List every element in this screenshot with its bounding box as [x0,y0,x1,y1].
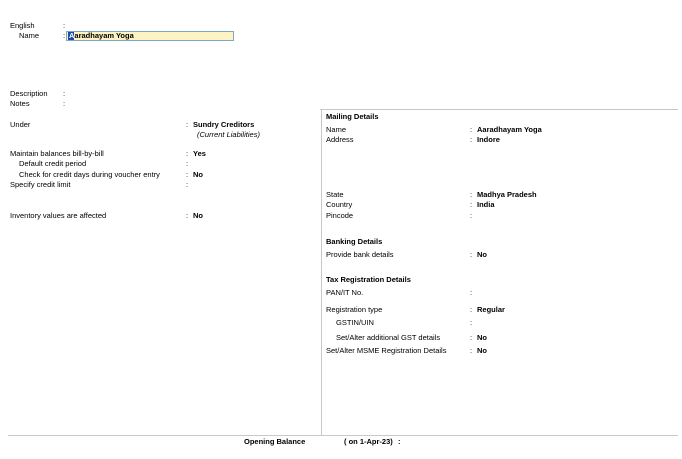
opening-balance-label: Opening Balance [244,437,306,446]
colon: : [186,211,189,220]
colon: : [63,31,66,40]
registration-type-label: Registration type [326,305,383,314]
state-value[interactable]: Madhya Pradesh [477,190,537,199]
footer-divider [8,435,678,436]
description-label: Description [10,89,48,98]
credit-period-label: Default credit period [19,159,87,168]
bill-by-bill-label: Maintain balances bill-by-bill [10,149,104,158]
registration-type-value[interactable]: Regular [477,305,505,314]
colon: : [470,125,473,134]
colon: : [470,305,473,314]
colon: : [63,99,66,108]
header-divider [320,109,678,110]
address-label: Address [326,135,354,144]
gst-details-label: Set/Alter additional GST details [336,333,441,342]
colon: : [470,250,473,259]
notes-label: Notes [10,99,30,108]
colon: : [186,120,189,129]
colon: : [470,318,473,327]
colon: : [470,135,473,144]
gst-details-value[interactable]: No [477,333,487,342]
opening-balance-date: ( on 1-Apr-23) [344,437,393,446]
column-divider [321,109,322,435]
msme-label: Set/Alter MSME Registration Details [326,346,447,355]
under-value[interactable]: Sundry Creditors [193,120,255,129]
colon: : [470,200,473,209]
mailing-name-value[interactable]: Aaradhayam Yoga [477,125,542,134]
colon: : [470,211,473,220]
mailing-details-header: Mailing Details [326,112,379,121]
colon: : [186,180,189,189]
colon: : [186,170,189,179]
country-label: Country [326,200,353,209]
colon: : [186,149,189,158]
language-label: English [10,21,35,30]
under-label: Under [10,120,31,129]
colon: : [470,333,473,342]
colon: : [63,89,66,98]
check-credit-value[interactable]: No [193,170,203,179]
mailing-name-label: Name [326,125,347,134]
name-label: Name [19,31,40,40]
bank-details-label: Provide bank details [326,250,394,259]
gstin-label: GSTIN/UIN [336,318,374,327]
inventory-label: Inventory values are affected [10,211,107,220]
colon: : [398,437,401,446]
colon: : [470,190,473,199]
under-group: (Current Liabilities) [197,130,260,139]
name-input-value: Aaradhayam Yoga [69,31,134,40]
inventory-value[interactable]: No [193,211,203,220]
colon: : [470,288,473,297]
banking-details-header: Banking Details [326,237,383,246]
name-input[interactable] [66,31,234,41]
country-value[interactable]: India [477,200,495,209]
pincode-label: Pincode [326,211,354,220]
check-credit-label: Check for credit days during voucher entry [19,170,160,179]
tax-registration-header: Tax Registration Details [326,275,411,284]
msme-value[interactable]: No [477,346,487,355]
colon: : [186,159,189,168]
colon: : [63,21,66,30]
state-label: State [326,190,344,199]
bank-details-value[interactable]: No [477,250,487,259]
credit-limit-label: Specify credit limit [10,180,71,189]
pan-label: PAN/IT No. [326,288,364,297]
bill-by-bill-value[interactable]: Yes [193,149,206,158]
address-value[interactable]: Indore [477,135,500,144]
colon: : [470,346,473,355]
